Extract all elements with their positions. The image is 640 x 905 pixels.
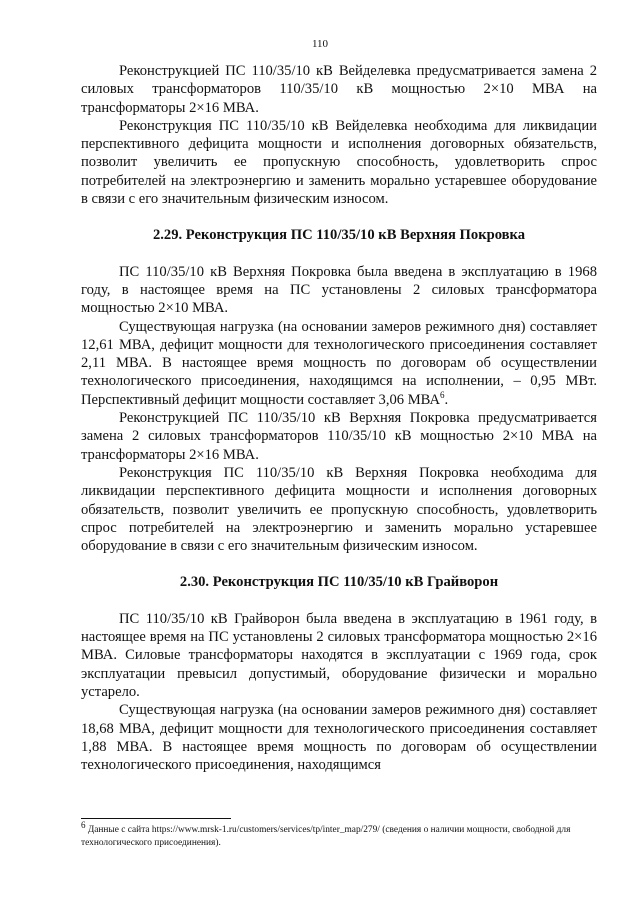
footnote-mark: 6 (81, 819, 86, 830)
section-heading-2-30: 2.30. Реконструкция ПС 110/35/10 кВ Грайворон (179, 574, 499, 591)
paragraph: Реконструкция ПС 110/35/10 кВ Верхняя Покровка необходима для ликвидации перспективного дефицита мощности и исполнения договорных обязательств, позволит увеличить ее пропускную способность, удовлетворить спрос потребителей на электроэнергию и заменить морально устаревшее оборудование в связи с его значительным физическим износом. (81, 464, 597, 555)
page-content (81, 62, 597, 774)
footnote-reference[interactable]: 6 (440, 389, 445, 400)
paragraph (81, 318, 597, 409)
paragraph: ПС 110/35/10 кВ Грайворон была введена в эксплуатацию в 1961 году, в настоящее время на ПС установлены 2 силовых трансформатора мощностью 2×16 МВА. Силовые трансформаторы находятся в эксплуатации с 1969 года, срок эксплуатации превысил допустимый, оборудование физически и морально устарело. (81, 610, 597, 700)
footnote-text: Данные с сайта https://www.mrsk-1.ru/customers/services/tp/inter_map/279/ (сведения о наличии мощности, свободной для технологического присоединения). (81, 825, 571, 848)
paragraph: Реконструкцией ПС 110/35/10 кВ Верхняя Покровка предусматривается замена 2 силовых трансформаторов 110/35/10 кВ мощностью 2×10 МВА на трансформаторы 2×16 МВА. (81, 410, 597, 463)
paragraph: ПС 110/35/10 кВ Верхняя Покровка была введена в эксплуатацию в 1968 году, в настоящее время на ПС установлены 2 силовых трансформатора мощностью 2×10 МВА. (81, 263, 597, 317)
paragraph-text: Существующая нагрузка (на основании замеров режимного дня) составляет 12,61 МВА, дефицит мощности для технологического присоединения составляет 2,11 МВА. В настоящее время мощность по договорам об осуществлении технологического присоединения, находящимся на исполнении, – 0,95 МВт. Перспективный дефицит мощности составляет 3,06 МВА (81, 318, 597, 408)
section-heading-2-29: 2.29. Реконструкция ПС 110/35/10 кВ Верхняя Покровка (152, 227, 526, 244)
paragraph: Реконструкцией ПС 110/35/10 кВ Вейделевка предусматривается замена 2 силовых трансформаторов 110/35/10 кВ мощностью 2×10 МВА на трансформаторы 2×16 МВА. (81, 63, 597, 116)
paragraph-end: . (444, 391, 449, 408)
footnote (81, 819, 597, 849)
footnote-divider (81, 818, 231, 819)
page-number: 110 (311, 38, 329, 50)
paragraph: Существующая нагрузка (на основании замеров режимного дня) составляет 18,68 МВА, дефицит мощности для технологического присоединения составляет 1,88 МВА. В настоящее время мощность по договорам об осуществлении технологического присоединения, находящимся (81, 702, 597, 774)
paragraph: Реконструкция ПС 110/35/10 кВ Вейделевка необходима для ликвидации перспективного дефицита мощности и исполнения договорных обязательств, позволит увеличить ее пропускную способность, удовлетворить спрос потребителей на электроэнергию и заменить морально устаревшее оборудование в связи с его значительным физическим износом. (81, 117, 597, 208)
